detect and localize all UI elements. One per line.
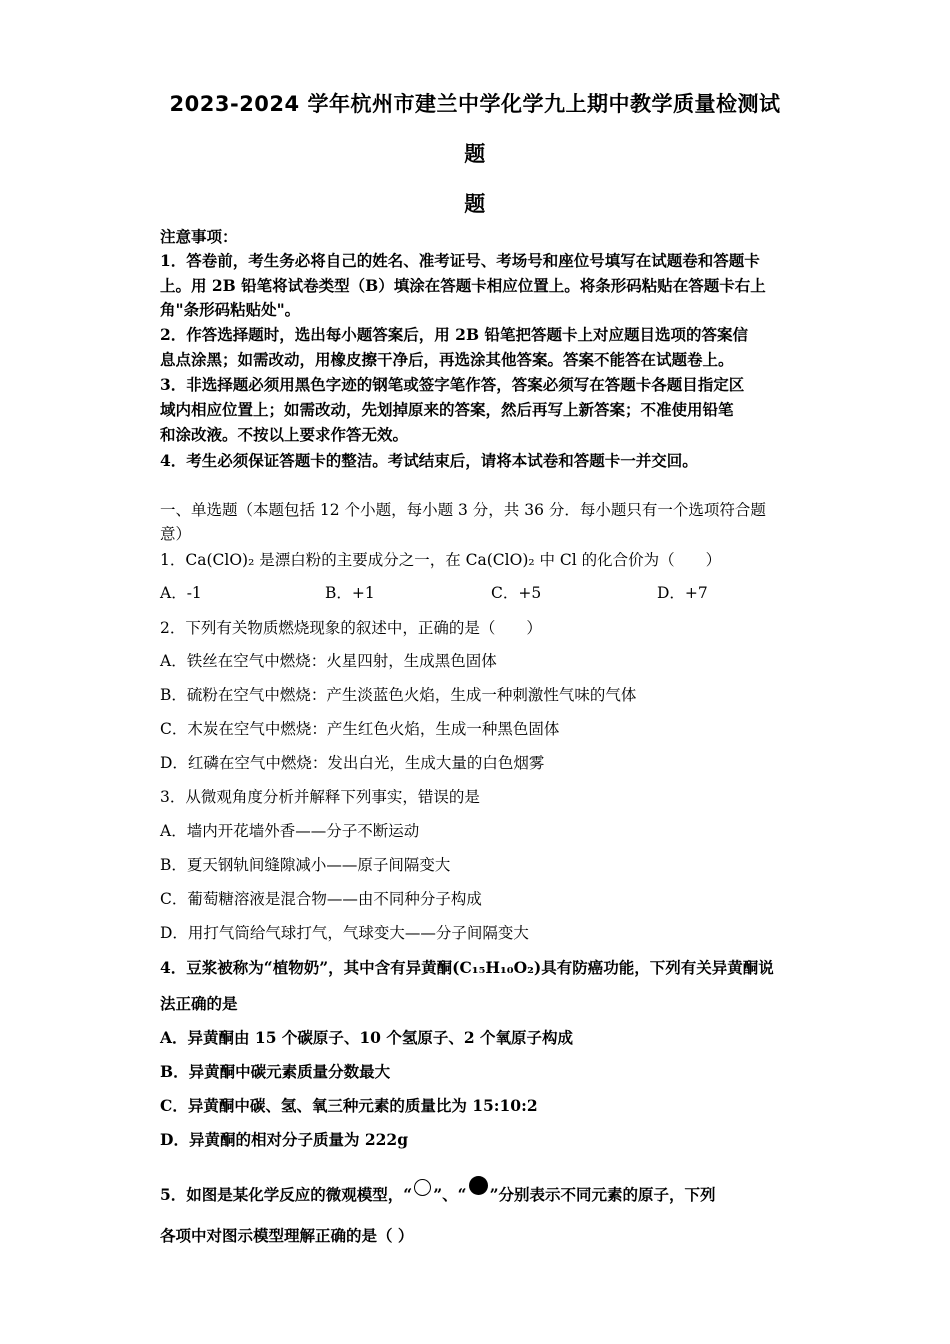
- q3-option-b: B．夏天钢轨间缝隙减小——原子间隔变大: [160, 856, 451, 874]
- q4-option-a: A．异黄酮由 15 个碳原子、10 个氢原子、2 个氧原子构成: [160, 1028, 574, 1047]
- q5-separator: 、: [442, 1185, 458, 1204]
- notice-line: 4．考生必须保证答题卡的整洁。考试结束后，请将本试卷和答题卡一并交回。: [160, 451, 698, 470]
- exam-title-line1: 2023-2024 学年杭州市建兰中学化学九上期中教学质量检测试: [169, 92, 781, 116]
- q5-stem-b: 分别表示不同元素的原子，下列: [498, 1185, 716, 1204]
- exam-title-line3: 题: [464, 192, 486, 216]
- q5-stem-line2: 各项中对图示模型理解正确的是（ ）: [160, 1226, 414, 1245]
- q2-option-a: A．铁丝在空气中燃烧：火星四射，生成黑色固体: [160, 652, 497, 670]
- q4-option-b: B．异黄酮中碳元素质量分数最大: [160, 1062, 391, 1081]
- notice-line: 域内相应位置上；如需改动，先划掉原来的答案，然后再写上新答案；不准使用铅笔: [160, 400, 734, 419]
- q2-option-c: C．木炭在空气中燃烧：产生红色火焰，生成一种黑色固体: [160, 720, 560, 738]
- notice-line: 息点涂黑；如需改动，用橡皮擦干净后，再选涂其他答案。答案不能答在试题卷上。: [160, 350, 734, 369]
- notice-line: 2．作答选择题时，选出每小题答案后，用 2B 铅笔把答题卡上对应题目选项的答案信: [160, 325, 748, 344]
- q2-option-d: D．红磷在空气中燃烧：发出白光，生成大量的白色烟雾: [160, 754, 545, 772]
- notice-line: 和涂改液。不按以上要求作答无效。: [160, 425, 409, 444]
- q3-option-d: D．用打气筒给气球打气，气球变大——分子间隔变大: [160, 924, 529, 942]
- q5-stem-a: 5．如图是某化学反应的微观模型，: [160, 1185, 404, 1204]
- q3-option-a: A．墙内开花墙外香——分子不断运动: [160, 822, 420, 840]
- q1-stem: 1．Ca(ClO)₂ 是漂白粉的主要成分之一，在 Ca(ClO)₂ 中 Cl 的化合价为（ ）: [160, 551, 722, 569]
- q4-stem-line1: 4．豆浆被称为“植物奶”，其中含有异黄酮(C₁₅H₁₀O₂)具有防癌功能，下列有关异黄酮说: [160, 958, 774, 977]
- q2-stem: 2．下列有关物质燃烧现象的叙述中，正确的是（ ）: [160, 619, 542, 637]
- q1-options: [160, 583, 800, 603]
- q4-option-d: D．异黄酮的相对分子质量为 222g: [160, 1130, 409, 1149]
- q2-option-b: B．硫粉在空气中燃烧：产生淡蓝色火焰，生成一种刺激性气味的气体: [160, 686, 637, 704]
- q5-close-quote: ”: [433, 1185, 443, 1204]
- solid-atom-icon: [469, 1176, 488, 1195]
- exam-title-line2: 题: [464, 142, 486, 166]
- notice-line: 角"条形码粘贴处"。: [160, 300, 301, 319]
- notice-line: 3．非选择题必须用黑色字迹的钢笔或签字笔作答，答案必须写在答题卡各题目指定区: [160, 375, 745, 394]
- q4-option-c: C．异黄酮中碳、氢、氧三种元素的质量比为 15:10:2: [160, 1096, 538, 1115]
- q5-close-quote: ”: [489, 1185, 499, 1204]
- q5-stem-line1: [160, 1176, 800, 1205]
- q3-stem: 3．从微观角度分析并解释下列事实，错误的是: [160, 788, 480, 806]
- q5-open-quote: “: [457, 1185, 467, 1204]
- q1-option-d: D．+7: [657, 584, 708, 602]
- notice-line: 上。用 2B 铅笔将试卷类型（B）填涂在答题卡相应位置上。将条形码粘贴在答题卡右上: [160, 276, 766, 295]
- q1-option-c: C．+5: [491, 584, 542, 602]
- section-heading-line2: 意）: [160, 525, 192, 543]
- notice-heading: 注意事项：: [160, 227, 238, 246]
- notice-line: 1．答卷前，考生务必将自己的姓名、准考证号、考场号和座位号填写在试题卷和答题卡: [160, 251, 760, 270]
- q1-option-b: B．+1: [325, 584, 375, 602]
- q1-option-a: A．-1: [160, 584, 202, 602]
- section-heading-line1: 一、单选题（本题包括 12 个小题，每小题 3 分，共 36 分．每小题只有一个选项符合题: [160, 501, 766, 519]
- q4-stem-line2: 法正确的是: [160, 994, 238, 1013]
- hollow-atom-icon: [414, 1179, 431, 1196]
- q5-open-quote: “: [403, 1185, 413, 1204]
- q3-option-c: C．葡萄糖溶液是混合物——由不同种分子构成: [160, 890, 482, 908]
